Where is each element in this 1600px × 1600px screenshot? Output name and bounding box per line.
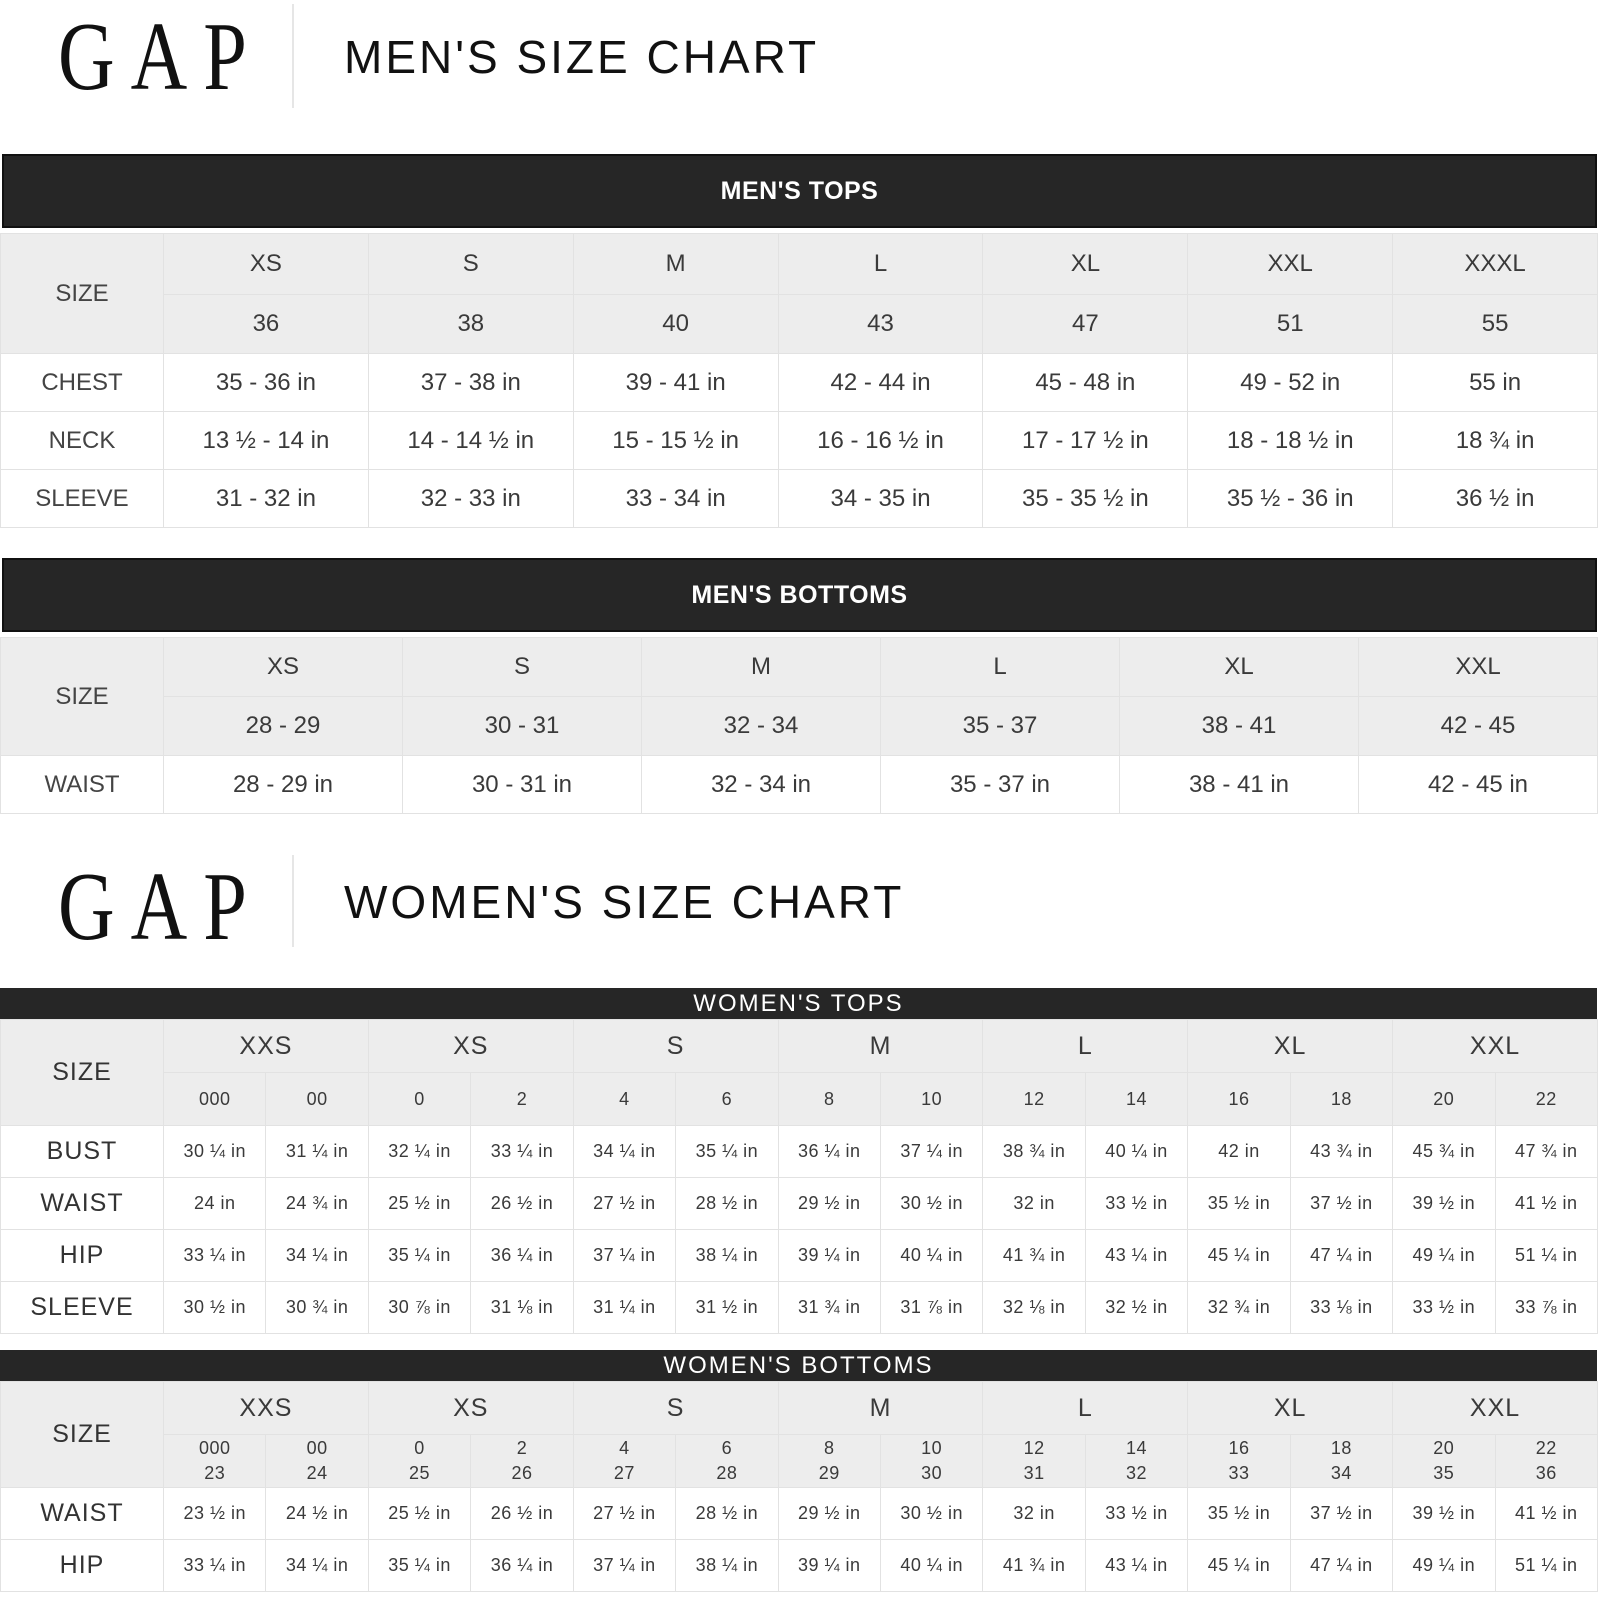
- size-number: [1393, 1435, 1495, 1488]
- measurement-cell: 47 ¾ in: [1495, 1126, 1597, 1178]
- size-number-secondary: 28: [716, 1463, 738, 1483]
- measurement-cell: 33 ¼ in: [164, 1540, 266, 1592]
- measurement-cell: 43 ¼ in: [1085, 1230, 1187, 1282]
- measurement-cell: 35 ½ in: [1188, 1178, 1290, 1230]
- size-number: 20: [1393, 1073, 1495, 1126]
- row-label: BUST: [1, 1126, 164, 1178]
- measurement-cell: 45 ¼ in: [1188, 1540, 1290, 1592]
- size-number-primary: 8: [824, 1438, 835, 1458]
- womens-bottoms-table: [0, 1381, 1598, 1592]
- measurement-cell: 51 ¼ in: [1495, 1540, 1597, 1592]
- measurement-cell: 45 ¾ in: [1393, 1126, 1495, 1178]
- measurement-cell: 25 ½ in: [368, 1178, 470, 1230]
- size-label: SIZE: [1, 1382, 164, 1488]
- womens-tops-row-sleeve: [1, 1282, 1598, 1334]
- measurement-cell: 49 - 52 in: [1188, 354, 1393, 412]
- womens-tops-row-waist: [1, 1178, 1598, 1230]
- measurement-cell: 41 ½ in: [1495, 1488, 1597, 1540]
- measurement-cell: 35 - 37 in: [881, 756, 1120, 814]
- women-size-chart-title: WOMEN'S SIZE CHART: [344, 876, 905, 928]
- measurement-cell: 31 ¼ in: [266, 1126, 368, 1178]
- measurement-cell: 34 - 35 in: [778, 470, 983, 528]
- measurement-cell: 31 ½ in: [676, 1282, 778, 1334]
- size-header: M: [778, 1382, 983, 1435]
- size-number-primary: 12: [1023, 1438, 1045, 1458]
- measurement-cell: 37 ½ in: [1290, 1488, 1392, 1540]
- size-header: L: [881, 638, 1120, 697]
- size-number-primary: 6: [721, 1438, 733, 1458]
- measurement-cell: 33 - 34 in: [573, 470, 778, 528]
- size-number: 43: [778, 295, 983, 354]
- measurement-cell: 24 ¾ in: [266, 1178, 368, 1230]
- measurement-cell: 26 ½ in: [471, 1178, 573, 1230]
- measurement-cell: 30 ½ in: [880, 1488, 982, 1540]
- measurement-cell: 31 - 32 in: [164, 470, 369, 528]
- size-number: 00: [266, 1073, 368, 1126]
- row-label: SLEEVE: [1, 1282, 164, 1334]
- measurement-cell: 37 ¼ in: [573, 1540, 675, 1592]
- mens-tops-table: [0, 233, 1598, 528]
- measurement-cell: 47 ¼ in: [1290, 1230, 1392, 1282]
- size-header: XS: [368, 1382, 573, 1435]
- measurement-cell: 30 - 31 in: [403, 756, 642, 814]
- measurement-cell: 35 ¼ in: [676, 1126, 778, 1178]
- measurement-cell: 33 ¼ in: [164, 1230, 266, 1282]
- size-header: XS: [164, 234, 369, 295]
- mens-tops-title-bar: [2, 154, 1597, 228]
- size-number: [164, 1435, 266, 1488]
- measurement-cell: 39 - 41 in: [573, 354, 778, 412]
- measurement-cell: 35 ¼ in: [368, 1540, 470, 1592]
- measurement-cell: 29 ½ in: [778, 1178, 880, 1230]
- row-label: SLEEVE: [1, 470, 164, 528]
- measurement-cell: 49 ¼ in: [1393, 1230, 1495, 1282]
- size-number: 51: [1188, 295, 1393, 354]
- measurement-cell: 13 ½ - 14 in: [164, 412, 369, 470]
- measurement-cell: 33 ⅛ in: [1290, 1282, 1392, 1334]
- size-number: [368, 1435, 470, 1488]
- size-number-secondary: 29: [818, 1463, 840, 1483]
- gap-logo: GAP: [58, 853, 263, 961]
- header-divider: [292, 855, 294, 947]
- size-label: SIZE: [1, 1020, 164, 1126]
- size-number-primary: 16: [1228, 1438, 1250, 1458]
- size-number-primary: 10: [921, 1438, 943, 1458]
- size-number: 14: [1085, 1073, 1187, 1126]
- size-number: [1290, 1435, 1392, 1488]
- measurement-cell: 40 ¼ in: [880, 1230, 982, 1282]
- measurement-cell: 32 ½ in: [1085, 1282, 1187, 1334]
- measurement-cell: 18 - 18 ½ in: [1188, 412, 1393, 470]
- size-number: 55: [1393, 295, 1598, 354]
- womens-bottoms-size-row: [1, 1382, 1598, 1435]
- size-number: 36: [164, 295, 369, 354]
- size-number: [1188, 1435, 1290, 1488]
- mens-bottoms-row-waist: [1, 756, 1598, 814]
- size-number: 10: [880, 1073, 982, 1126]
- measurement-cell: 33 ½ in: [1085, 1488, 1187, 1540]
- mens-bottoms-title-bar: [2, 558, 1597, 632]
- size-number-secondary: 35: [1433, 1463, 1455, 1483]
- mens-bottoms-title: MEN'S BOTTOMS: [691, 580, 908, 609]
- mens-tops-row-neck: [1, 412, 1598, 470]
- measurement-cell: 40 ¼ in: [1085, 1126, 1187, 1178]
- size-header: XXXL: [1393, 234, 1598, 295]
- size-number: 0: [368, 1073, 470, 1126]
- measurement-cell: 36 ½ in: [1393, 470, 1598, 528]
- measurement-cell: 28 ½ in: [676, 1178, 778, 1230]
- size-number: 38 - 41: [1120, 697, 1359, 756]
- measurement-cell: 32 - 33 in: [368, 470, 573, 528]
- size-header: XL: [1188, 1020, 1393, 1073]
- measurement-cell: 28 ½ in: [676, 1488, 778, 1540]
- size-number-secondary: 33: [1228, 1463, 1250, 1483]
- measurement-cell: 37 - 38 in: [368, 354, 573, 412]
- measurement-cell: 55 in: [1393, 354, 1598, 412]
- size-header: S: [573, 1382, 778, 1435]
- size-number: 8: [778, 1073, 880, 1126]
- row-label: WAIST: [1, 756, 164, 814]
- measurement-cell: 42 in: [1188, 1126, 1290, 1178]
- measurement-cell: 35 - 36 in: [164, 354, 369, 412]
- size-number: [676, 1435, 778, 1488]
- measurement-cell: 36 ¼ in: [471, 1540, 573, 1592]
- size-number-primary: 20: [1433, 1438, 1455, 1458]
- mens-tops-title: MEN'S TOPS: [720, 176, 879, 205]
- measurement-cell: 34 ¼ in: [266, 1540, 368, 1592]
- measurement-cell: 32 in: [983, 1178, 1085, 1230]
- size-header: XXL: [1359, 638, 1598, 697]
- size-number: 18: [1290, 1073, 1392, 1126]
- measurement-cell: 38 ¼ in: [676, 1540, 778, 1592]
- measurement-cell: 35 ¼ in: [368, 1230, 470, 1282]
- size-header: M: [642, 638, 881, 697]
- size-number-primary: 14: [1126, 1438, 1148, 1458]
- size-number: 000: [164, 1073, 266, 1126]
- measurement-cell: 41 ¾ in: [983, 1230, 1085, 1282]
- mens-tops-row-sleeve: [1, 470, 1598, 528]
- measurement-cell: 24 ½ in: [266, 1488, 368, 1540]
- size-header: M: [778, 1020, 983, 1073]
- size-number-secondary: 25: [409, 1463, 431, 1483]
- size-number-secondary: 23: [204, 1463, 226, 1483]
- size-number-primary: 2: [516, 1438, 528, 1458]
- size-number: 32 - 34: [642, 697, 881, 756]
- measurement-cell: 39 ¼ in: [778, 1540, 880, 1592]
- mens-tops-size-row: [1, 234, 1598, 295]
- measurement-cell: 33 ¼ in: [471, 1126, 573, 1178]
- size-number: 42 - 45: [1359, 697, 1598, 756]
- size-number-secondary: 36: [1535, 1463, 1557, 1483]
- measurement-cell: 41 ¾ in: [983, 1540, 1085, 1592]
- measurement-cell: 47 ¼ in: [1290, 1540, 1392, 1592]
- measurement-cell: 16 - 16 ½ in: [778, 412, 983, 470]
- size-number-secondary: 32: [1126, 1463, 1148, 1483]
- size-header: L: [778, 234, 983, 295]
- size-header: XXL: [1188, 234, 1393, 295]
- measurement-cell: 31 ¼ in: [573, 1282, 675, 1334]
- measurement-cell: 15 - 15 ½ in: [573, 412, 778, 470]
- size-number: [983, 1435, 1085, 1488]
- measurement-cell: 43 ¾ in: [1290, 1126, 1392, 1178]
- size-header: XL: [1188, 1382, 1393, 1435]
- size-number: 40: [573, 295, 778, 354]
- size-number: 4: [573, 1073, 675, 1126]
- measurement-cell: 40 ¼ in: [880, 1540, 982, 1592]
- womens-bottoms-title-bar: [0, 1350, 1597, 1381]
- size-number-primary: 0: [414, 1438, 425, 1458]
- size-header: S: [403, 638, 642, 697]
- size-header: M: [573, 234, 778, 295]
- womens-bottoms-row-hip: [1, 1540, 1598, 1592]
- size-number: 47: [983, 295, 1188, 354]
- measurement-cell: 18 ¾ in: [1393, 412, 1598, 470]
- size-label: SIZE: [1, 638, 164, 756]
- size-number: 38: [368, 295, 573, 354]
- size-number-primary: 22: [1535, 1438, 1557, 1458]
- measurement-cell: 30 ⅞ in: [368, 1282, 470, 1334]
- measurement-cell: 31 ¾ in: [778, 1282, 880, 1334]
- womens-tops-row-bust: [1, 1126, 1598, 1178]
- womens-tops-title-bar: [0, 988, 1597, 1019]
- men-size-chart-title: MEN'S SIZE CHART: [344, 31, 820, 83]
- size-number: [1495, 1435, 1597, 1488]
- size-header: XXL: [1393, 1382, 1598, 1435]
- measurement-cell: 37 ¼ in: [573, 1230, 675, 1282]
- measurement-cell: 38 - 41 in: [1120, 756, 1359, 814]
- gap-logo: GAP: [58, 3, 263, 111]
- measurement-cell: 27 ½ in: [573, 1488, 675, 1540]
- measurement-cell: 31 ⅛ in: [471, 1282, 573, 1334]
- measurement-cell: 30 ¾ in: [266, 1282, 368, 1334]
- measurement-cell: 36 ¼ in: [471, 1230, 573, 1282]
- size-header: XXL: [1393, 1020, 1598, 1073]
- measurement-cell: 39 ½ in: [1393, 1488, 1495, 1540]
- measurement-cell: 41 ½ in: [1495, 1178, 1597, 1230]
- measurement-cell: 42 - 45 in: [1359, 756, 1598, 814]
- size-number: 16: [1188, 1073, 1290, 1126]
- womens-tops-size-row: [1, 1020, 1598, 1073]
- measurement-cell: 45 ¼ in: [1188, 1230, 1290, 1282]
- size-number: 30 - 31: [403, 697, 642, 756]
- size-number: [778, 1435, 880, 1488]
- size-label: SIZE: [1, 234, 164, 354]
- row-label: WAIST: [1, 1178, 164, 1230]
- measurement-cell: 39 ¼ in: [778, 1230, 880, 1282]
- row-label: CHEST: [1, 354, 164, 412]
- measurement-cell: 49 ¼ in: [1393, 1540, 1495, 1592]
- size-header: XXS: [164, 1382, 369, 1435]
- measurement-cell: 37 ¼ in: [880, 1126, 982, 1178]
- size-number-secondary: 26: [511, 1463, 533, 1483]
- measurement-cell: 33 ½ in: [1085, 1178, 1187, 1230]
- row-label: NECK: [1, 412, 164, 470]
- size-number-secondary: 24: [306, 1463, 328, 1483]
- mens-bottoms-size-row: [1, 638, 1598, 697]
- measurement-cell: 51 ¼ in: [1495, 1230, 1597, 1282]
- measurement-cell: 27 ½ in: [573, 1178, 675, 1230]
- header-divider: [292, 4, 294, 108]
- size-number-primary: 18: [1330, 1438, 1352, 1458]
- size-header: L: [983, 1020, 1188, 1073]
- womens-tops-title: WOMEN'S TOPS: [693, 989, 904, 1017]
- size-header: S: [368, 234, 573, 295]
- measurement-cell: 25 ½ in: [368, 1488, 470, 1540]
- measurement-cell: 35 ½ - 36 in: [1188, 470, 1393, 528]
- size-header: XXS: [164, 1020, 369, 1073]
- row-label: WAIST: [1, 1488, 164, 1540]
- measurement-cell: 35 ½ in: [1188, 1488, 1290, 1540]
- measurement-cell: 38 ¼ in: [676, 1230, 778, 1282]
- measurement-cell: 45 - 48 in: [983, 354, 1188, 412]
- measurement-cell: 32 in: [983, 1488, 1085, 1540]
- womens-tops-row-hip: [1, 1230, 1598, 1282]
- measurement-cell: 31 ⅞ in: [880, 1282, 982, 1334]
- row-label: HIP: [1, 1230, 164, 1282]
- measurement-cell: 32 ¾ in: [1188, 1282, 1290, 1334]
- measurement-cell: 30 ¼ in: [164, 1126, 266, 1178]
- size-header: XL: [983, 234, 1188, 295]
- size-number: 2: [471, 1073, 573, 1126]
- measurement-cell: 42 - 44 in: [778, 354, 983, 412]
- size-header: XS: [164, 638, 403, 697]
- size-number: 28 - 29: [164, 697, 403, 756]
- measurement-cell: 14 - 14 ½ in: [368, 412, 573, 470]
- size-header: XS: [368, 1020, 573, 1073]
- size-number-secondary: 27: [613, 1463, 635, 1483]
- mens-tops-number-row: [1, 295, 1598, 354]
- size-number: [266, 1435, 368, 1488]
- measurement-cell: 33 ½ in: [1393, 1282, 1495, 1334]
- womens-bottoms-number-row: [1, 1435, 1598, 1488]
- size-number: 12: [983, 1073, 1085, 1126]
- mens-bottoms-table: [0, 637, 1598, 814]
- measurement-cell: 24 in: [164, 1178, 266, 1230]
- size-number: [1085, 1435, 1187, 1488]
- size-number: 22: [1495, 1073, 1597, 1126]
- size-number: 35 - 37: [881, 697, 1120, 756]
- measurement-cell: 39 ½ in: [1393, 1178, 1495, 1230]
- womens-bottoms-title: WOMEN'S BOTTOMS: [663, 1351, 934, 1379]
- womens-tops-number-row: [1, 1073, 1598, 1126]
- measurement-cell: 34 ¼ in: [266, 1230, 368, 1282]
- measurement-cell: 34 ¼ in: [573, 1126, 675, 1178]
- measurement-cell: 28 - 29 in: [164, 756, 403, 814]
- size-number-primary: 00: [306, 1438, 328, 1458]
- measurement-cell: 29 ½ in: [778, 1488, 880, 1540]
- womens-tops-table: [0, 1019, 1598, 1334]
- size-number-secondary: 31: [1023, 1463, 1045, 1483]
- size-header: L: [983, 1382, 1188, 1435]
- measurement-cell: 38 ¾ in: [983, 1126, 1085, 1178]
- measurement-cell: 32 ⅛ in: [983, 1282, 1085, 1334]
- measurement-cell: 23 ½ in: [164, 1488, 266, 1540]
- measurement-cell: 30 ½ in: [880, 1178, 982, 1230]
- measurement-cell: 37 ½ in: [1290, 1178, 1392, 1230]
- row-label: HIP: [1, 1540, 164, 1592]
- mens-bottoms-number-row: [1, 697, 1598, 756]
- measurement-cell: 17 - 17 ½ in: [983, 412, 1188, 470]
- size-header: S: [573, 1020, 778, 1073]
- mens-tops-row-chest: [1, 354, 1598, 412]
- measurement-cell: 32 ¼ in: [368, 1126, 470, 1178]
- size-header: XL: [1120, 638, 1359, 697]
- size-number-secondary: 34: [1330, 1463, 1352, 1483]
- size-number: [471, 1435, 573, 1488]
- size-number-secondary: 30: [921, 1463, 943, 1483]
- size-number: 6: [676, 1073, 778, 1126]
- size-number: [573, 1435, 675, 1488]
- size-number-primary: 000: [198, 1438, 231, 1458]
- measurement-cell: 43 ¼ in: [1085, 1540, 1187, 1592]
- measurement-cell: 36 ¼ in: [778, 1126, 880, 1178]
- measurement-cell: 26 ½ in: [471, 1488, 573, 1540]
- measurement-cell: 35 - 35 ½ in: [983, 470, 1188, 528]
- measurement-cell: 32 - 34 in: [642, 756, 881, 814]
- measurement-cell: 33 ⅞ in: [1495, 1282, 1597, 1334]
- measurement-cell: 30 ½ in: [164, 1282, 266, 1334]
- womens-bottoms-row-waist: [1, 1488, 1598, 1540]
- size-number-primary: 4: [619, 1438, 630, 1458]
- size-number: [880, 1435, 982, 1488]
